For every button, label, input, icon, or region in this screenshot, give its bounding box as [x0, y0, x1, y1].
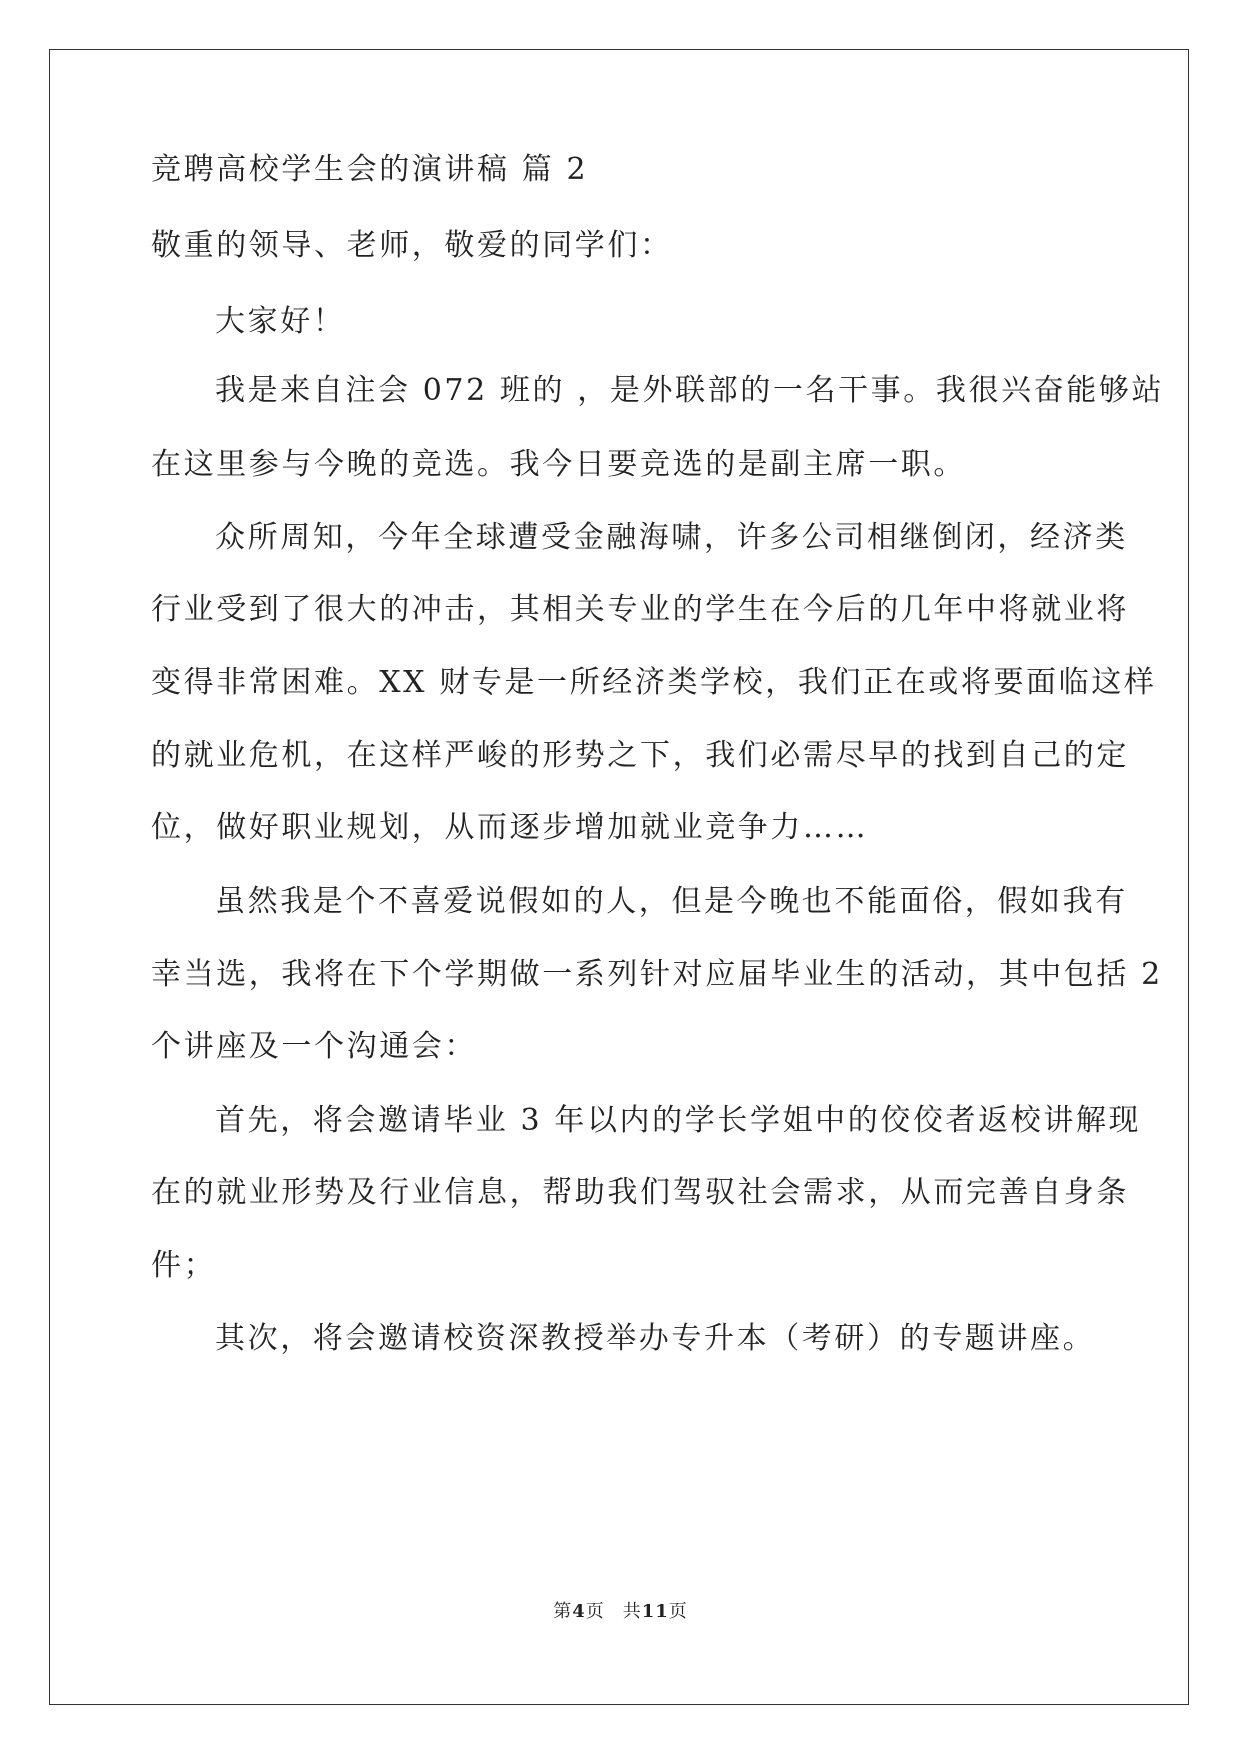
page-number: 4 — [572, 1601, 586, 1622]
page-prefix: 第 — [553, 1601, 573, 1622]
paragraph-line: 其次，将会邀请校资深教授举办专升本（考研）的专题讲座。 — [215, 1321, 1096, 1356]
page-footer — [0, 1600, 1241, 1624]
paragraph-line: 众所周知，今年全球遭受金融海啸，许多公司相继倒闭，经济类 — [215, 520, 1128, 555]
paragraph-line: 幸当选，我将在下个学期做一系列针对应届毕业生的活动，其中包括 2 — [151, 957, 1163, 992]
total-suffix: 页 — [668, 1601, 688, 1622]
total-prefix: 共 — [622, 1601, 642, 1622]
paragraph-line: 在的就业形势及行业信息，帮助我们驾驭社会需求，从而完善自身条 — [151, 1175, 1129, 1210]
page-frame — [49, 49, 1189, 1705]
document-title: 竞聘高校学生会的演讲稿 篇 2 — [151, 152, 589, 187]
paragraph-line: 位，做好职业规划，从而逐步增加就业竞争力…… — [151, 810, 869, 845]
paragraph-line: 首先，将会邀请毕业 3 年以内的学长学姐中的佼佼者返校讲解现 — [215, 1103, 1142, 1138]
greeting: 大家好！ — [215, 304, 346, 339]
paragraph-line: 在这里参与今晚的竞选。我今日要竞选的是副主席一职。 — [151, 447, 966, 482]
paragraph-line: 虽然我是个不喜爱说假如的人，但是今晚也不能面俗，假如我有 — [215, 884, 1128, 919]
paragraph-line: 件； — [151, 1248, 217, 1283]
salutation: 敬重的领导、老师，敬爱的同学们： — [151, 228, 673, 263]
paragraph-line: 的就业危机，在这样严峻的形势之下，我们必需尽早的找到自己的定 — [151, 738, 1129, 773]
paragraph-line: 我是来自注会 072 班的 ，是外联部的一名干事。我很兴奋能够站 — [215, 373, 1165, 408]
page-suffix: 页 — [585, 1601, 605, 1622]
total-pages: 11 — [641, 1601, 669, 1622]
paragraph-line: 个讲座及一个沟通会： — [151, 1029, 477, 1064]
paragraph-line: 行业受到了很大的冲击，其相关专业的学生在今后的几年中将就业将 — [151, 592, 1129, 627]
paragraph-line: 变得非常困难。XX 财专是一所经济类学校，我们正在或将要面临这样 — [151, 665, 1157, 700]
